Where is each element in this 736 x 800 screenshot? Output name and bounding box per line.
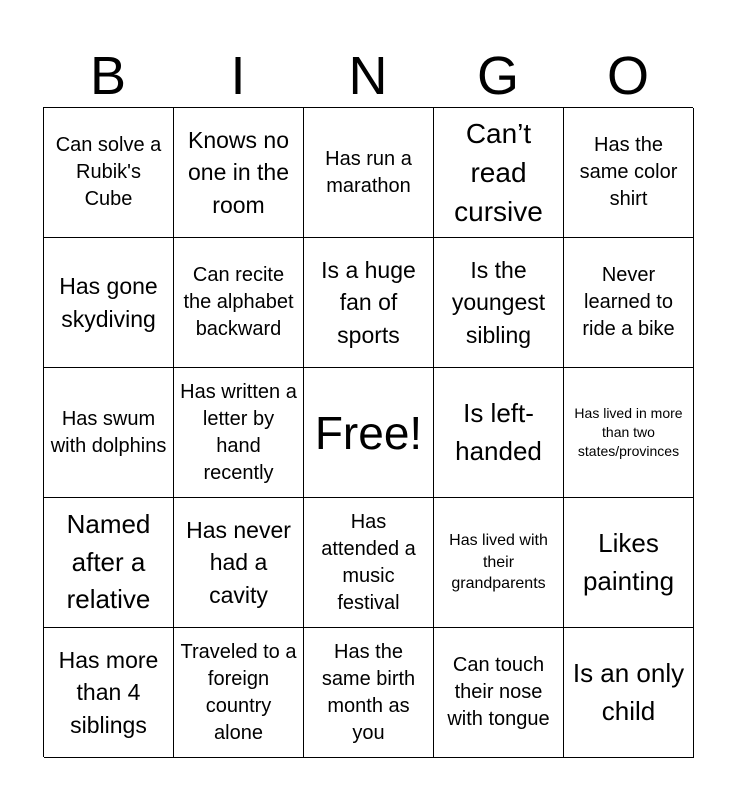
cell-text: Can solve a Rubik's Cube	[55, 134, 162, 210]
cell-text: Has the same birth month as you	[321, 640, 416, 744]
bingo-cell-r2c1[interactable]	[44, 238, 174, 368]
bingo-cell-r2c5[interactable]	[564, 238, 694, 368]
bingo-cell-r2c4[interactable]	[434, 238, 564, 368]
cell-text: Can recite the alphabet backward	[183, 264, 294, 340]
cell-text: Free!	[314, 406, 423, 459]
cell-text: Likes painting	[582, 527, 675, 596]
header-letter-o: O	[606, 46, 649, 106]
cell-text: Has lived with their grandparents	[449, 532, 548, 593]
cell-text: Is an only child	[572, 657, 685, 726]
header-letter-b: B	[89, 46, 127, 106]
bingo-cell-r5c3[interactable]	[304, 628, 434, 758]
cell-text: Has more than 4 siblings	[58, 647, 159, 738]
bingo-cell-r4c2[interactable]	[174, 498, 304, 628]
bingo-cell-r3c2[interactable]	[174, 368, 304, 498]
cell-text: Is a huge fan of sports	[321, 257, 416, 348]
cell-text: Can’t read cursive	[454, 117, 543, 228]
bingo-cell-r4c1[interactable]	[44, 498, 174, 628]
cell-text: Knows no one in the room	[187, 127, 290, 218]
bingo-header	[43, 44, 693, 108]
bingo-cell-r3c1[interactable]	[44, 368, 174, 498]
bingo-cell-r1c5[interactable]	[564, 108, 694, 238]
cell-text: Is the youngest sibling	[451, 257, 546, 348]
bingo-cell-r1c1[interactable]	[44, 108, 174, 238]
cell-text: Has written a letter by hand recently	[180, 380, 297, 484]
cell-text: Can touch their nose with tongue	[447, 654, 550, 730]
cell-text: Has never had a cavity	[186, 517, 291, 608]
bingo-cell-r2c2[interactable]	[174, 238, 304, 368]
bingo-cell-r1c4[interactable]	[434, 108, 564, 238]
bingo-cell-r4c5[interactable]	[564, 498, 694, 628]
header-letter-i: I	[230, 46, 246, 106]
bingo-cell-r4c3[interactable]	[304, 498, 434, 628]
cell-text: Has the same color shirt	[579, 134, 678, 210]
bingo-cell-r1c2[interactable]	[174, 108, 304, 238]
cell-text: Has lived in more than two states/provinces	[574, 405, 683, 459]
bingo-cell-r3c4[interactable]	[434, 368, 564, 498]
cell-text: Has attended a music festival	[321, 510, 416, 614]
cell-text: Is left-handed	[455, 397, 542, 466]
bingo-cell-free[interactable]	[304, 368, 434, 498]
bingo-grid	[43, 107, 693, 757]
bingo-cell-r5c2[interactable]	[174, 628, 304, 758]
header-letter-n: N	[348, 46, 388, 106]
cell-text: Has swum with dolphins	[50, 407, 167, 457]
header-letter-g: G	[476, 46, 519, 106]
bingo-cell-r5c5[interactable]	[564, 628, 694, 758]
bingo-cell-r1c3[interactable]	[304, 108, 434, 238]
bingo-cell-r5c1[interactable]	[44, 628, 174, 758]
bingo-cell-r3c5[interactable]	[564, 368, 694, 498]
bingo-cell-r2c3[interactable]	[304, 238, 434, 368]
cell-text: Named after a relative	[66, 508, 151, 615]
cell-text: Has gone skydiving	[59, 273, 158, 332]
cell-text: Never learned to ride a bike	[582, 264, 675, 340]
cell-text: Traveled to a foreign country alone	[180, 640, 297, 744]
bingo-cell-r4c4[interactable]	[434, 498, 564, 628]
cell-text: Has run a marathon	[325, 147, 412, 197]
bingo-cell-r5c4[interactable]	[434, 628, 564, 758]
